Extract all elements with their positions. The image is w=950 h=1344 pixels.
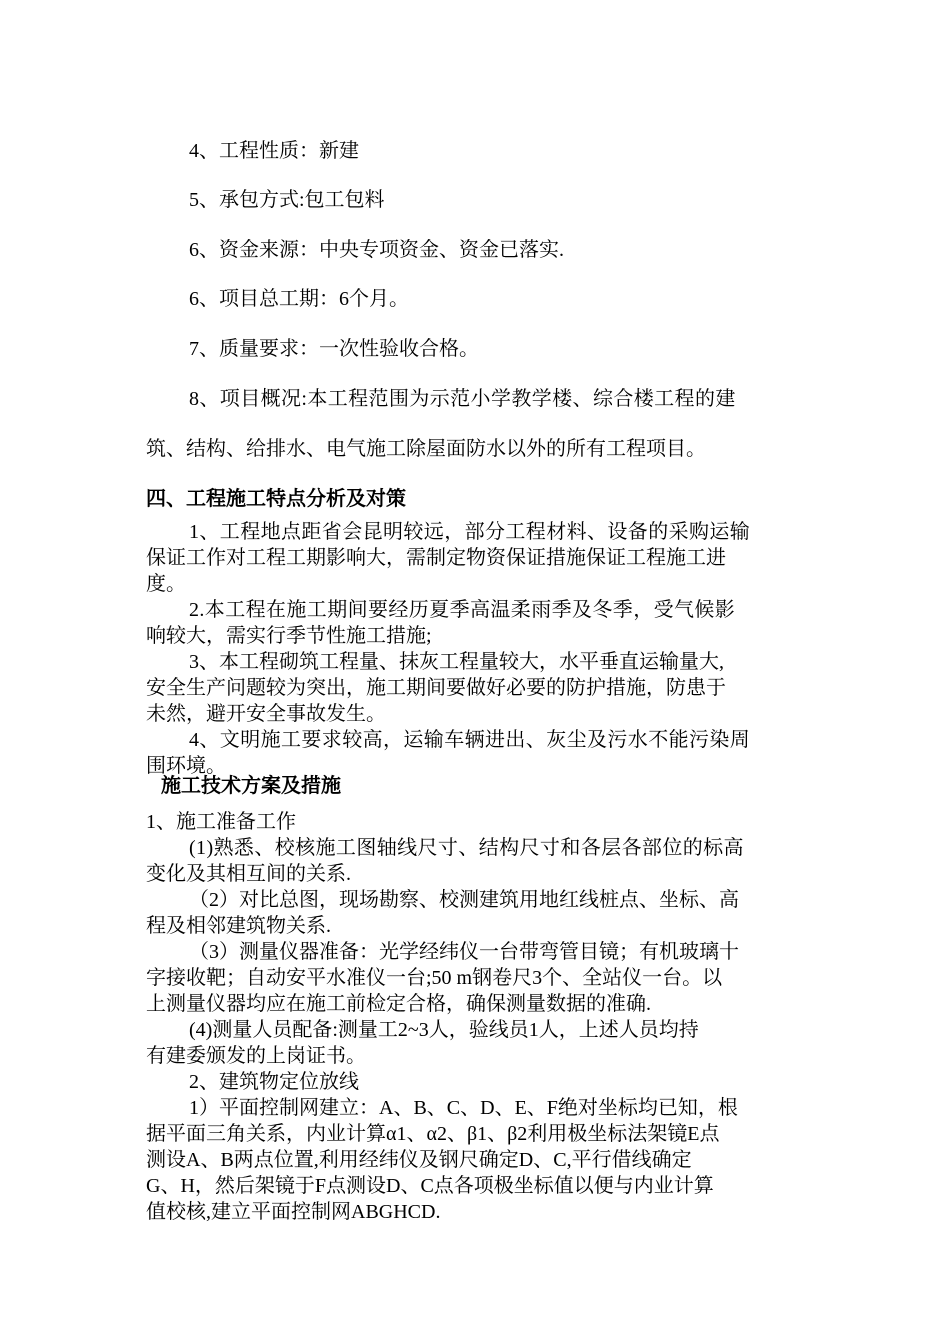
overview-item-nature: 4、工程性质：新建: [189, 140, 359, 162]
paragraph-line: (4)测量人员配备:测量工2~3人，验线员1人，上述人员均持: [189, 1019, 699, 1041]
overview-item-summary-cont: 筑、结构、给排水、电气施工除屋面防水以外的所有工程项目。: [146, 438, 706, 460]
overview-item-funding: 6、资金来源：中央专项资金、资金已落实.: [189, 239, 564, 261]
paragraph-line: 据平面三角关系，内业计算α1、α2、β1、β2利用极坐标法架镜E点: [146, 1123, 720, 1145]
paragraph-line: 字接收靶；自动安平水准仪一台;50 m钢卷尺3个、全站仪一台。以: [146, 967, 723, 989]
paragraph-line: （3）测量仪器准备：光学经纬仪一台带弯管目镜；有机玻璃十: [189, 941, 739, 963]
subsection-title: 2、建筑物定位放线: [189, 1071, 359, 1093]
paragraph-line: 安全生产问题较为突出，施工期间要做好必要的防护措施，防患于: [146, 677, 726, 699]
paragraph-line: (1)熟悉、校核施工图轴线尺寸、结构尺寸和各层各部位的标高: [189, 837, 744, 859]
paragraph-line: G、H，然后架镜于F点测设D、C点各项极坐标值以便与内业计算: [146, 1175, 714, 1197]
paragraph-line: （2）对比总图，现场勘察、校测建筑用地红线桩点、坐标、高: [189, 889, 739, 911]
paragraph-line: 未然，避开安全事故发生。: [146, 703, 386, 725]
paragraph-line: 响较大，需实行季节性施工措施;: [146, 625, 432, 647]
paragraph-line: 变化及其相互间的关系.: [146, 863, 351, 885]
paragraph-line: 4、文明施工要求较高，运输车辆进出、灰尘及污水不能污染周: [189, 729, 751, 751]
overview-item-summary: 8、项目概况:本工程范围为示范小学教学楼、综合楼工程的建: [189, 388, 736, 410]
paragraph-line: 测设A、B两点位置,利用经纬仪及钢尺确定D、C,平行借线确定: [146, 1149, 692, 1171]
section-heading-analysis: 四、工程施工特点分析及对策: [146, 488, 406, 510]
overview-item-duration: 6、项目总工期：6个月。: [189, 288, 409, 310]
subsection-title: 1、施工准备工作: [146, 811, 296, 833]
overview-item-quality: 7、质量要求：一次性验收合格。: [189, 338, 479, 360]
overview-item-contract: 5、承包方式:包工包料: [189, 189, 385, 211]
paragraph-line: 1、工程地点距省会昆明较远，部分工程材料、设备的采购运输: [189, 521, 751, 543]
paragraph-line: 度。: [146, 573, 186, 595]
paragraph-line: 围环境。: [146, 755, 226, 777]
section-heading-technical: 施工技术方案及措施: [161, 775, 341, 797]
paragraph-line: 值校核,建立平面控制网ABGHCD.: [146, 1201, 441, 1223]
paragraph-line: 有建委颁发的上岗证书。: [146, 1045, 366, 1067]
paragraph-line: 程及相邻建筑物关系.: [146, 915, 331, 937]
paragraph-line: 上测量仪器均应在施工前检定合格，确保测量数据的准确.: [146, 993, 651, 1015]
paragraph-line: 保证工作对工程工期影响大，需制定物资保证措施保证工程施工进: [146, 547, 726, 569]
paragraph-line: 2.本工程在施工期间要经历夏季高温柔雨季及冬季，受气候影: [189, 599, 736, 621]
paragraph-line: 1）平面控制网建立：A、B、C、D、E、F绝对坐标均已知，根: [189, 1097, 738, 1119]
paragraph-line: 3、本工程砌筑工程量、抹灰工程量较大，水平垂直运输量大,: [189, 651, 724, 673]
